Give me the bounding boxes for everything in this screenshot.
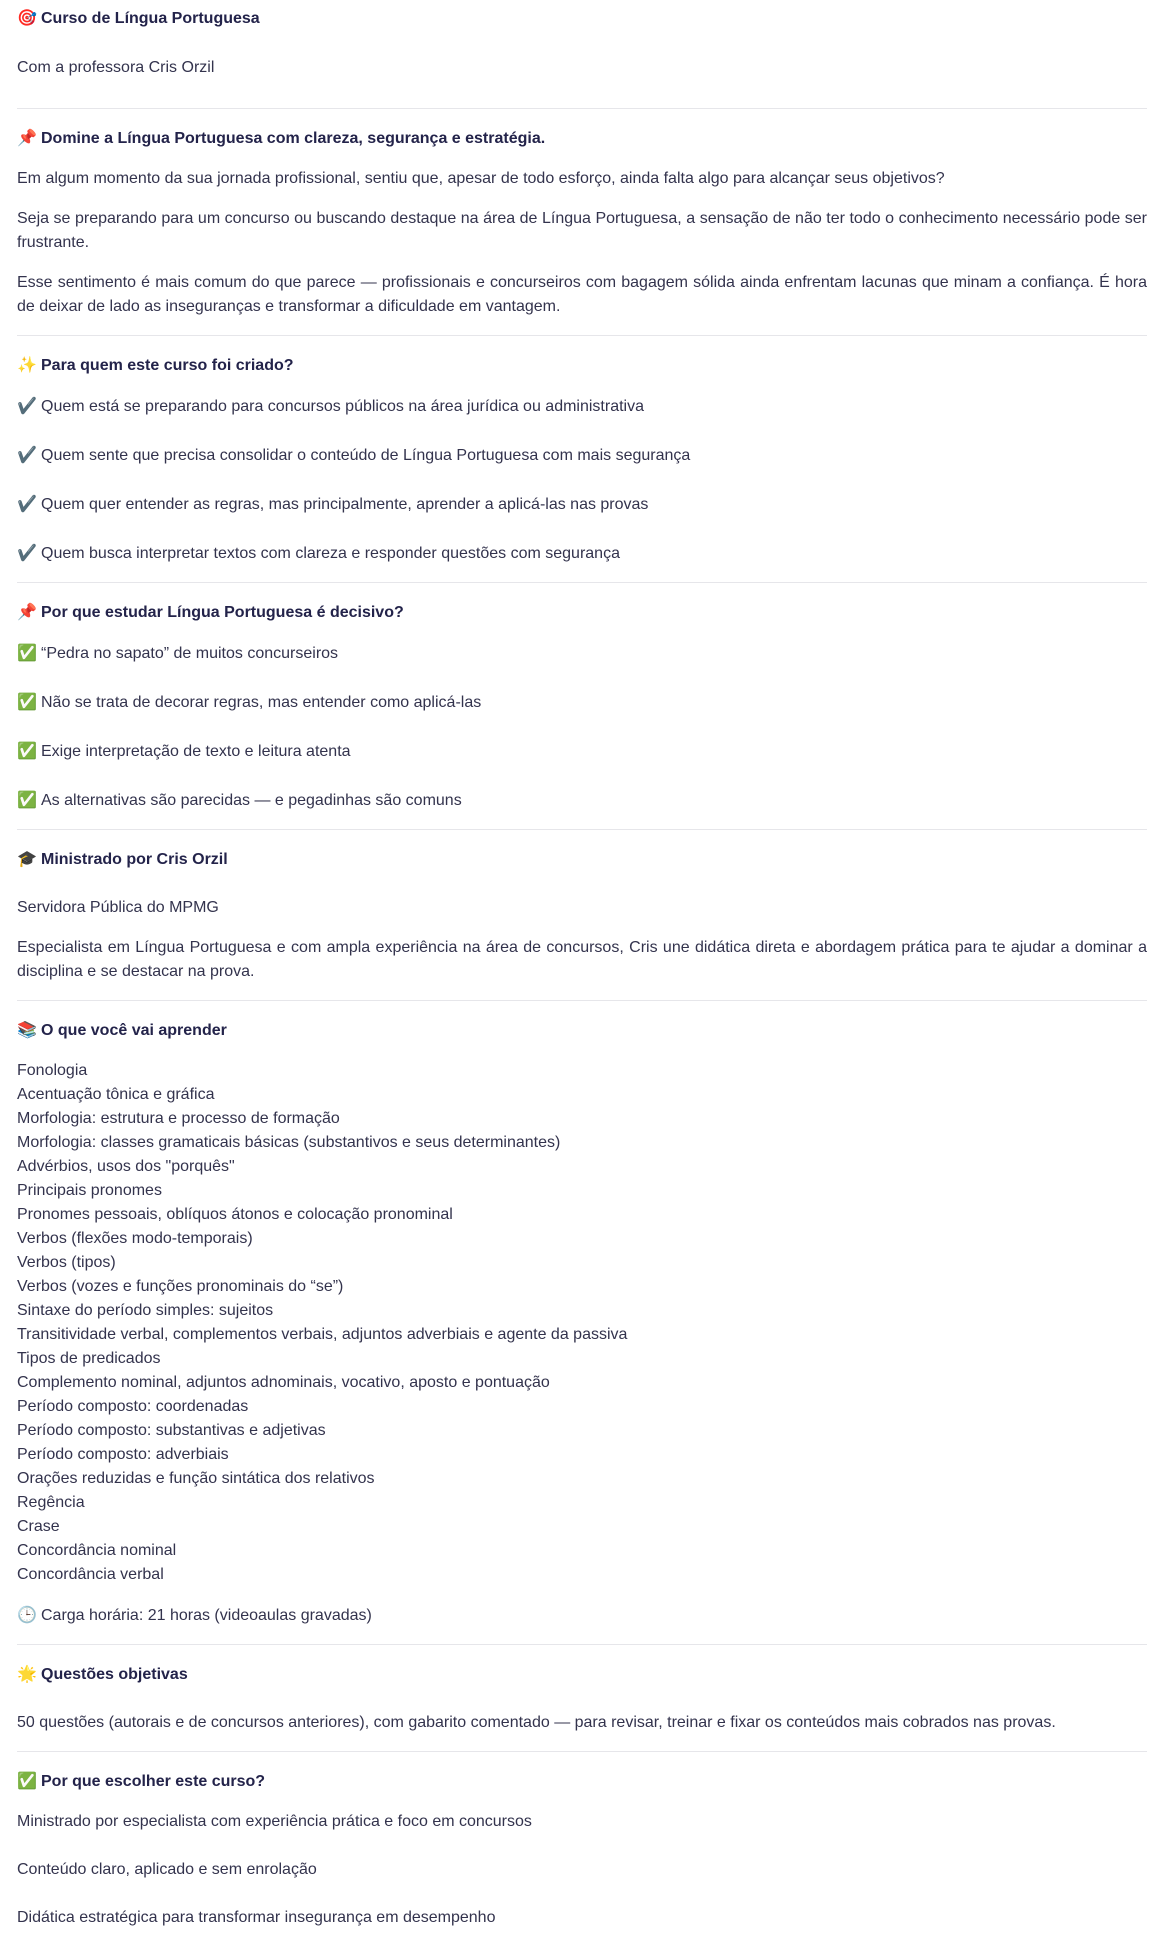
- topic-item: Verbos (flexões modo-temporais): [17, 1230, 253, 1247]
- topic-item: Morfologia: estrutura e processo de formação: [17, 1110, 340, 1127]
- topic-item: Período composto: substantivas e adjetivas: [17, 1422, 326, 1439]
- topic-item: Concordância nominal: [17, 1542, 177, 1559]
- list-item: Didática estratégica para transformar insegurança em desempenho: [17, 1909, 496, 1926]
- topic-item: Verbos (tipos): [17, 1254, 116, 1271]
- section-title-para-quem: [17, 353, 1147, 378]
- divider: [17, 1751, 1147, 1752]
- topic-item: Transitividade verbal, complementos verbais, adjuntos adverbiais e agente da passiva: [17, 1326, 628, 1343]
- topic-item: Regência: [17, 1494, 85, 1511]
- section-title-questoes: [17, 1662, 1147, 1687]
- section-title-domine: [17, 126, 1147, 151]
- check-mark-icon: ✔️: [17, 445, 37, 464]
- topic-item: Período composto: coordenadas: [17, 1398, 249, 1415]
- paragraph: Em algum momento da sua jornada profissional, sentiu que, apesar de todo esforço, ainda falta algo para alcançar seus objetivos?: [17, 170, 945, 187]
- topic-item: Verbos (vozes e funções pronominais do “se”): [17, 1278, 344, 1295]
- check-mark-button-icon: ✅: [17, 692, 37, 711]
- topic-item: Concordância verbal: [17, 1566, 164, 1583]
- section-title-ministrado: [17, 847, 1147, 872]
- topic-item: Advérbios, usos dos "porquês": [17, 1158, 235, 1175]
- section-title-escolher-text: Por que escolher este curso?: [41, 1773, 266, 1790]
- topic-item: Crase: [17, 1518, 60, 1535]
- section-title-domine-text: Domine a Língua Portuguesa com clareza, segurança e estratégia.: [41, 130, 546, 147]
- topic-item: Morfologia: classes gramaticais básicas (substantivos e seus determinantes): [17, 1134, 561, 1151]
- section-title-ministrado-text: Ministrado por Cris Orzil: [41, 851, 228, 868]
- divider: [17, 1000, 1147, 1001]
- check-mark-icon: ✔️: [17, 396, 37, 415]
- pushpin-icon: 📌: [17, 128, 37, 147]
- check-mark-icon: ✔️: [17, 494, 37, 513]
- list-item: ✔️ Quem está se preparando para concursos públicos na área jurídica ou administrativa: [17, 394, 1147, 419]
- check-mark-button-icon: ✅: [17, 1771, 37, 1790]
- check-mark-button-icon: ✅: [17, 643, 37, 662]
- list-item: ✅ Exige interpretação de texto e leitura atenta: [17, 739, 1147, 764]
- questoes-description: 50 questões (autorais e de concursos anteriores), com gabarito comentado — para revisar, treinar e fixar os conteúdos mais cobrados nas provas.: [17, 1714, 1056, 1731]
- list-item: Ministrado por especialista com experiência prática e foco em concursos: [17, 1813, 532, 1830]
- section-title-aprender-text: O que você vai aprender: [41, 1022, 227, 1039]
- list-item: ✔️ Quem quer entender as regras, mas principalmente, aprender a aplicá-las nas provas: [17, 492, 1147, 517]
- course-title-text: Curso de Língua Portuguesa: [41, 10, 260, 27]
- paragraph: Seja se preparando para um concurso ou buscando destaque na área de Língua Portuguesa, a sensação de não ter todo o conhecimento necessário pode ser frustrante.: [17, 210, 1147, 251]
- target-icon: 🎯: [17, 8, 37, 27]
- instructor-bio: Especialista em Língua Portuguesa e com ampla experiência na área de concursos, Cris une didática direta e abordagem prática para te ajudar a dominar a disciplina e se destacar na prova.: [17, 939, 1147, 980]
- topic-item: Principais pronomes: [17, 1182, 162, 1199]
- divider: [17, 335, 1147, 336]
- list-item: ✅ Não se trata de decorar regras, mas entender como aplicá-las: [17, 690, 1147, 715]
- section-title-aprender: [17, 1018, 1147, 1043]
- books-icon: 📚: [17, 1020, 37, 1039]
- glowing-star-icon: 🌟: [17, 1664, 37, 1683]
- paragraph: Esse sentimento é mais comum do que parece — profissionais e concurseiros com bagagem sólida ainda enfrentam lacunas que minam a confiança. É hora de deixar de lado as inseguranças e transformar a dificuldade em vantagem.: [17, 274, 1147, 315]
- topic-item: Acentuação tônica e gráfica: [17, 1086, 215, 1103]
- topic-item: Tipos de predicados: [17, 1350, 161, 1367]
- topic-item: Orações reduzidas e função sintática dos relativos: [17, 1470, 375, 1487]
- list-item: ✅ “Pedra no sapato” de muitos concurseiros: [17, 641, 1147, 666]
- topic-item: Complemento nominal, adjuntos adnominais, vocativo, aposto e pontuação: [17, 1374, 550, 1391]
- pushpin-icon: 📌: [17, 602, 37, 621]
- check-mark-icon: ✔️: [17, 543, 37, 562]
- course-description: [17, 0, 1147, 1930]
- divider: [17, 108, 1147, 109]
- graduation-cap-icon: 🎓: [17, 849, 37, 868]
- instructor-role: Servidora Pública do MPMG: [17, 899, 219, 916]
- topic-item: Pronomes pessoais, oblíquos átonos e colocação pronominal: [17, 1206, 453, 1223]
- check-mark-button-icon: ✅: [17, 790, 37, 809]
- topic-item: Sintaxe do período simples: sujeitos: [17, 1302, 274, 1319]
- list-item: ✔️ Quem sente que precisa consolidar o conteúdo de Língua Portuguesa com mais segurança: [17, 443, 1147, 468]
- section-title-questoes-text: Questões objetivas: [41, 1666, 188, 1683]
- check-mark-button-icon: ✅: [17, 741, 37, 760]
- section-title-por-que-estudar: [17, 600, 1147, 625]
- list-item: ✔️ Quem busca interpretar textos com clareza e responder questões com segurança: [17, 541, 1147, 566]
- topics-list: [17, 1059, 1147, 1587]
- section-title-para-quem-text: Para quem este curso foi criado?: [41, 357, 294, 374]
- list-item: ✅ As alternativas são parecidas — e pegadinhas são comuns: [17, 788, 1147, 813]
- clock-icon: 🕒: [17, 1605, 37, 1624]
- course-subtitle: Com a professora Cris Orzil: [17, 59, 215, 76]
- sparkles-icon: ✨: [17, 355, 37, 374]
- divider: [17, 1644, 1147, 1645]
- divider: [17, 582, 1147, 583]
- list-item: Conteúdo claro, aplicado e sem enrolação: [17, 1861, 317, 1878]
- course-title: [17, 6, 1147, 30]
- topic-item: Período composto: adverbiais: [17, 1446, 229, 1463]
- course-workload: 🕒 Carga horária: 21 horas (videoaulas gravadas): [17, 1603, 1147, 1628]
- topic-item: Fonologia: [17, 1062, 88, 1079]
- section-title-escolher: [17, 1769, 1147, 1794]
- divider: [17, 829, 1147, 830]
- section-title-por-que-estudar-text: Por que estudar Língua Portuguesa é decisivo?: [41, 604, 404, 621]
